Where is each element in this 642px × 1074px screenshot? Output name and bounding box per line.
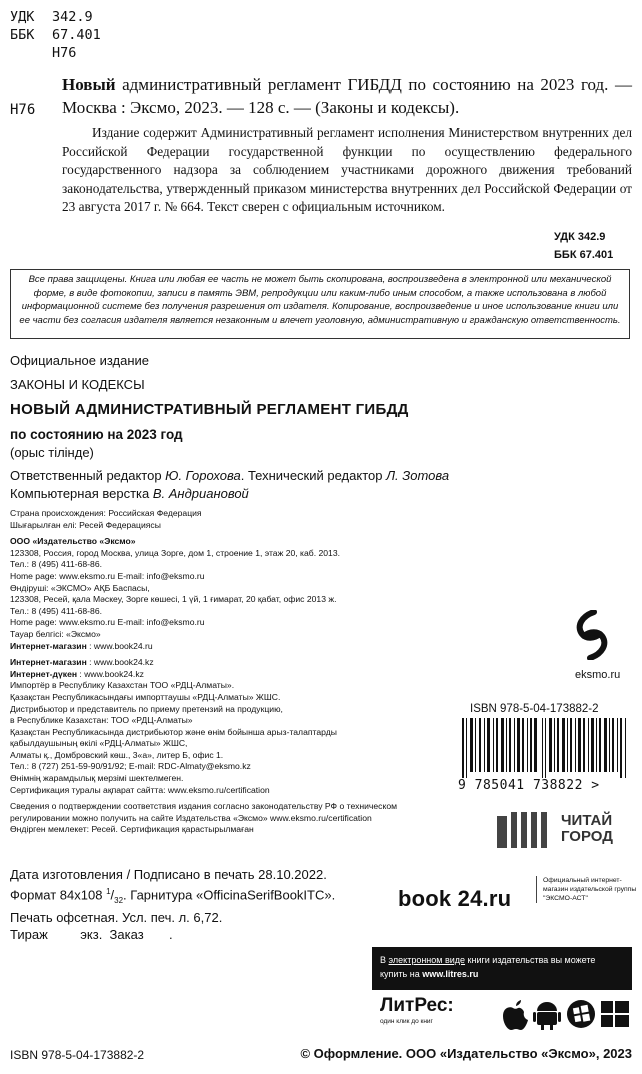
- udk-block: [10, 8, 101, 62]
- bbk-value: 67.401: [52, 27, 101, 43]
- litres-banner: [372, 947, 632, 990]
- cert-country: Өндірген мемлекет: Ресей. Сертификация қарастырылмаған: [10, 824, 254, 835]
- shop-kz-ru: Интернет-магазин : www.book24.kz: [10, 657, 154, 668]
- annotation: Издание содержит Административный регламент исполнения Министерством внутренних дел Российской Федерации государственной функции по осуществлению федерального государственного надзора за соблюдением участниками дорожного движения требований законодательства, утвержденный приказом министерства внутренних дел Российской Федерации от 23 августа 2017 г. № 664. Текст сверен с официальным источником.: [62, 125, 632, 215]
- litres-tagline: один клик до книг: [380, 1018, 433, 1025]
- origin-ru: Страна происхождения: Российская Федерация: [10, 508, 202, 518]
- author-sign: Н76: [52, 45, 77, 61]
- shop-ru: Интернет-магазин : www.book24.ru: [10, 640, 153, 651]
- record-bold-title: Новый: [62, 75, 116, 94]
- tel-1: Тел.: 8 (495) 411-68-86.: [10, 559, 102, 570]
- cert-ru: Сведения о подтверждении соответствия издания согласно законодательству РФ о техническом: [10, 801, 398, 812]
- print-date: Дата изготовления / Подписано в печать 28.10.2022.: [10, 867, 327, 882]
- android-icon: [533, 1002, 561, 1030]
- language-note: (орыс тілінде): [10, 445, 94, 460]
- series-name: ЗАКОНЫ И КОДЕКСЫ: [10, 377, 145, 392]
- book24-desc: Официальный интернет-магазин издательской группы "ЭКСМО-АСТ": [536, 876, 639, 903]
- book24-logo: book 24.ru: [398, 886, 512, 911]
- shelf-life: Өнімнің жарамдылық мерзімі шектелмеген.: [10, 773, 184, 784]
- editors: [10, 467, 449, 503]
- edition-type: Официальное издание: [10, 353, 150, 368]
- shop-kz: Интернет-дүкен : www.book24.kz: [10, 668, 144, 679]
- distributor-ru: Дистрибьютор и представитель по приему претензий на продукцию,: [10, 703, 283, 714]
- cert-kz: Сертификация туралы ақпарат сайтта: www.eksmo.ru/certification: [10, 784, 270, 795]
- udk-right-udk: УДК 342.9: [554, 231, 606, 243]
- eksmo-url: eksmo.ru: [575, 669, 621, 681]
- trademark: Тауар белгісі: «Эксмо»: [10, 628, 101, 639]
- distributor-ru-2: в Республике Казахстан: ТОО «РДЦ-Алматы»: [10, 715, 193, 726]
- isbn-barcode-label: ISBN 978-5-04-173882-2: [470, 703, 599, 715]
- print-format: Формат 84х108 $^1/_{32}$. Гарнитура «OfficinaSerifBookITC».: [10, 887, 336, 905]
- tel-2: Тел.: 8 (495) 411-68-86.: [10, 605, 102, 616]
- chitai-gorod-icon: [497, 812, 559, 848]
- udk-value: 342.9: [52, 9, 93, 25]
- udk-label: УДК: [10, 9, 35, 25]
- print-info: [10, 866, 335, 943]
- udk-right-bbk: ББК 67.401: [554, 249, 614, 261]
- origin-kz: Шығарылған елі: Ресей Федерациясы: [10, 519, 161, 530]
- print-run: Тираж экз. Заказ .: [10, 926, 173, 942]
- layout-name: В. Андриановой: [152, 486, 249, 501]
- chitai-gorod-logo: [497, 810, 632, 850]
- address-kz: 123308, Ресей, қала Мәскеу, Зорге көшесі, 1 үй, 1 ғимарат, 20 қабат, офис 2013 ж.: [10, 594, 337, 605]
- isbn-bottom: ISBN 978-5-04-173882-2: [10, 1048, 145, 1062]
- distributor-kz: Қазақстан Республикасында дистрибьютор және өнім бойынша арыз-талаптарды: [10, 726, 337, 737]
- small-print: [10, 508, 480, 836]
- author-sign-left: Н76: [10, 102, 36, 118]
- windows-icon: [601, 1001, 629, 1027]
- windows-phone-icon: [567, 1000, 595, 1028]
- tel-almaty: Тел.: 8 (727) 251-59-90/91/92; E-mail: RDC-Almaty@eksmo.kz: [10, 761, 251, 772]
- book-title: НОВЫЙ АДМИНИСТРАТИВНЫЙ РЕГЛАМЕНТ ГИБДД: [10, 401, 409, 418]
- tech-editor-prefix: . Технический редактор: [240, 468, 387, 483]
- layout-prefix: Компьютерная верстка: [10, 486, 153, 501]
- apple-icon: [503, 1000, 528, 1030]
- eksmo-logo-icon: [572, 610, 612, 660]
- importer-kz: Қазақстан Республикасындағы импорттаушы «РДЦ-Алматы» ЖШС.: [10, 691, 281, 702]
- platform-icons: [497, 998, 632, 1030]
- address-ru: 123308, Россия, город Москва, улица Зорге, дом 1, строение 1, этаж 20, каб. 2013.: [10, 547, 340, 558]
- chitai-line1: ЧИТАЙ: [561, 812, 613, 829]
- cert-ru-2: регулировании можно получить на сайте Издательства «Эксмо» www.eksmo.ru/certification: [10, 812, 372, 823]
- publisher: ООО «Издательство «Эксмо»: [10, 536, 136, 547]
- litres-line2: купить на www.litres.ru: [380, 969, 479, 979]
- address-almaty: Алматы қ., Домбровский көш., 3«а», литер Б, офис 1.: [10, 749, 224, 760]
- barcode-digits: 9 785041 738822 >: [458, 778, 600, 793]
- distributor-kz-2: қабылдаушының өкілі «РДЦ-Алматы» ЖШС,: [10, 738, 188, 749]
- barcode-icon: [462, 718, 628, 778]
- editor-name: Ю. Горохова: [165, 468, 241, 483]
- web-2: Home page: www.eksmo.ru E-mail: info@eksmo.ru: [10, 617, 205, 628]
- importer-ru: Импортёр в Республику Казахстан ТОО «РДЦ-Алматы».: [10, 680, 235, 691]
- print-type: Печать офсетная. Усл. печ. л. 6,72.: [10, 909, 223, 925]
- litres-logo: ЛитРес:: [380, 995, 454, 1016]
- chitai-line2: ГОРОД: [561, 828, 613, 845]
- book-subtitle: по состоянию на 2023 год: [10, 427, 183, 442]
- copyright: © Оформление. ООО «Издательство «Эксмо», 2023: [300, 1046, 632, 1061]
- producer-kz: Өндіруші: «ЭКСМО» АҚБ Баспасы,: [10, 582, 150, 593]
- tech-editor-name: Л. Зотова: [386, 468, 450, 483]
- udk-right: [554, 228, 632, 264]
- bbk-label: ББК: [10, 27, 35, 43]
- imprint-header: [10, 352, 149, 394]
- bibliographic-record: [62, 73, 632, 119]
- litres-line1: В электронном виде книги издательства вы можете: [380, 955, 596, 965]
- editor-prefix: Ответственный редактор: [10, 468, 166, 483]
- rights-notice: Все права защищены. Книга или любая ее часть не может быть скопирована, воспроизведена в электронной или механической форме, в виде фотокопии, записи в память ЭВМ, репродукции или каким-либо иным способом, а также использована в любой информационной системе без получения разрешения от издателя. Копирование, воспроизведение и иное использование книги или ее части без согласия издателя является незаконным и влечет уголовную, административную и гражданскую ответственность.: [10, 269, 630, 339]
- web-1: Home page: www.eksmo.ru E-mail: info@eksmo.ru: [10, 570, 205, 581]
- record-rest: административный регламент ГИБДД по состоянию на 2023 год. — Москва : Эксмо, 2023. — 128 с. — (Законы и кодексы).: [62, 75, 632, 117]
